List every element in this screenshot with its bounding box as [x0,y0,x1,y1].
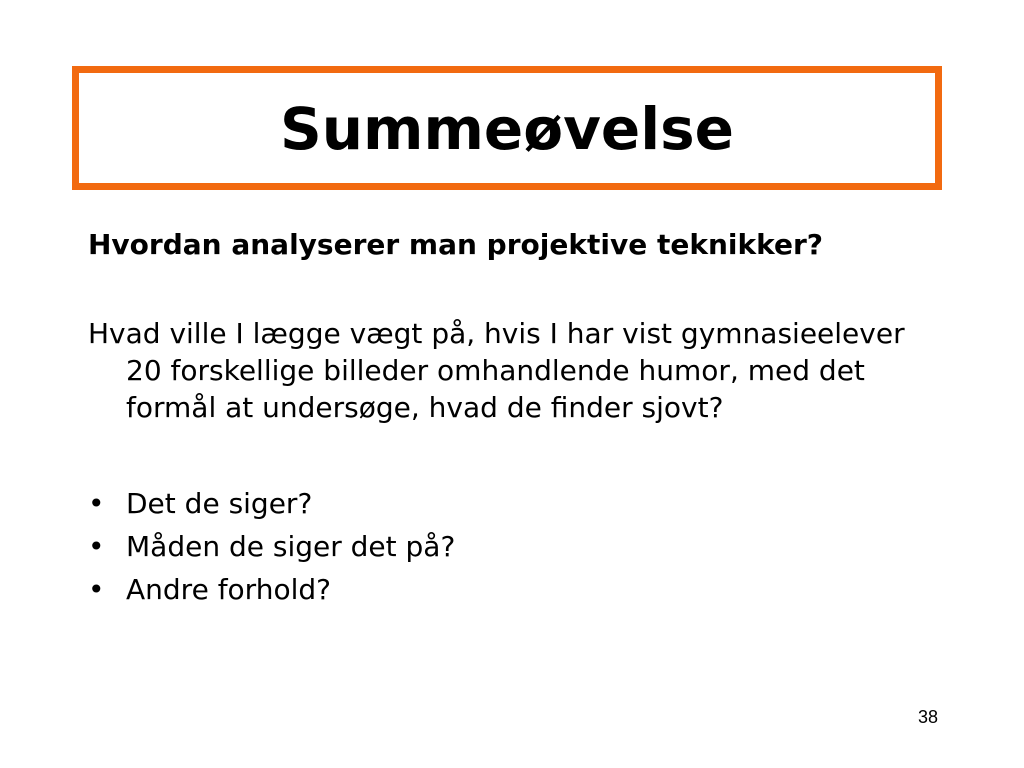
bullet-text: Andre forhold? [126,573,331,606]
bullet-icon: • [88,487,105,520]
slide-number: 38 [917,707,938,727]
bullet-icon: • [88,573,105,606]
list-item [88,482,948,525]
question-paragraph: Hvad ville I lægge vægt på, hvis I har vist gymnasieelever 20 forskellige billeder omhandlende humor, med det formål at undersøge, hvad de finder sjovt? [88,317,905,424]
question-heading: Hvordan analyserer man projektive teknikker? [88,228,824,261]
slide-body [88,226,948,611]
list-item [88,568,948,611]
bullet-list [88,482,948,611]
bullet-text: Måden de siger det på? [126,530,456,563]
bullet-text: Det de siger? [126,487,313,520]
bullet-icon: • [88,530,105,563]
title-frame [72,66,942,190]
list-item [88,525,948,568]
slide-title: Summeøvelse [279,95,734,163]
